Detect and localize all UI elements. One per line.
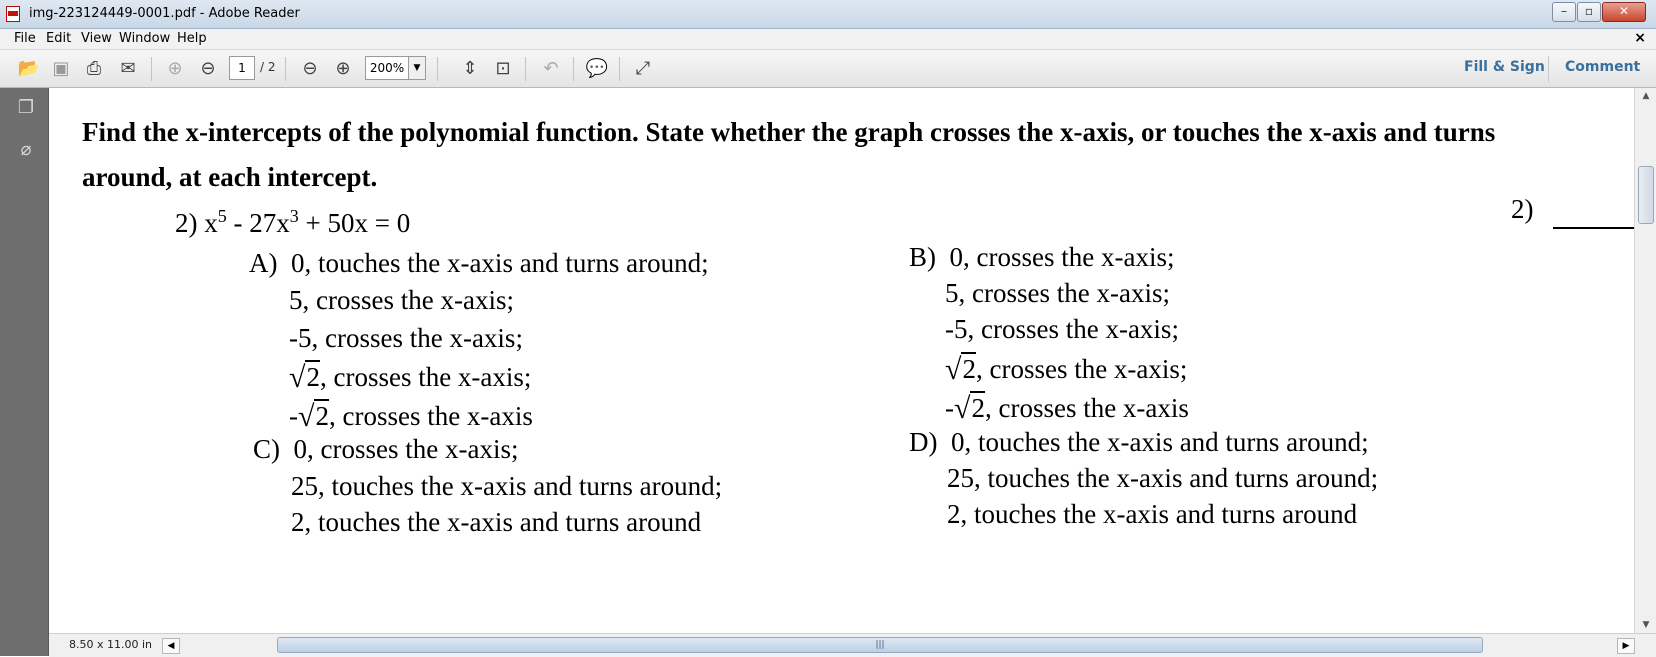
option-a-line-3: -5, crosses the x-axis; <box>289 323 523 353</box>
title-bar <box>0 0 1656 29</box>
option-b-line-5: -√2, crosses the x-axis <box>945 392 1189 425</box>
comment-bubble-icon[interactable]: 💬 <box>585 57 609 79</box>
scroll-right-icon[interactable]: ▶ <box>1617 638 1635 654</box>
option-a-line-1[interactable]: A) 0, touches the x-axis and turns around; <box>249 248 709 278</box>
equation: 2) $x^5 - 27x^3 + 50x = 0$ <box>175 206 411 238</box>
close-window-button[interactable]: ✕ <box>1602 2 1646 22</box>
attachments-icon[interactable]: ⌀ <box>20 139 32 160</box>
sqrt-symbol: √2 <box>298 400 329 433</box>
pages-panel-icon[interactable]: ❐ <box>17 97 35 118</box>
toolbar <box>0 50 1656 88</box>
rotate-icon[interactable]: ↶ <box>543 57 559 79</box>
option-d-line-3: 2, touches the x-axis and turns around <box>947 499 1358 529</box>
zoom-dropdown-icon[interactable]: ▼ <box>408 56 426 80</box>
page-number-input[interactable]: 1 <box>229 56 255 80</box>
menu-help[interactable]: Help <box>177 31 207 46</box>
option-b-line-3: -5, crosses the x-axis; <box>945 314 1179 344</box>
fit-page-icon[interactable]: ⇕ <box>462 57 478 79</box>
page-total: / 2 <box>260 60 276 74</box>
next-page-icon[interactable]: ⊖ <box>200 57 216 79</box>
option-d-line-2: 25, touches the x-axis and turns around; <box>947 463 1379 493</box>
maximize-button[interactable]: ▫ <box>1577 2 1601 22</box>
close-document-icon[interactable]: × <box>1634 30 1646 46</box>
menu-bar <box>0 29 1656 50</box>
answer-blank[interactable] <box>1553 227 1634 229</box>
zoom-input[interactable]: 200% <box>365 56 408 80</box>
print-icon[interactable]: ⎙ <box>86 57 102 79</box>
problem-number-right: 2) <box>1511 194 1534 224</box>
fill-sign-button[interactable]: Fill & Sign <box>1464 59 1545 75</box>
menu-view[interactable]: View <box>81 31 112 46</box>
option-c-line-2: 25, touches the x-axis and turns around; <box>291 471 723 501</box>
vertical-scroll-thumb[interactable] <box>1638 166 1654 224</box>
option-a-line-5: -√2, crosses the x-axis <box>289 400 533 433</box>
scroll-left-icon[interactable]: ◀ <box>162 638 180 654</box>
save-icon[interactable]: ▣ <box>52 57 70 79</box>
window-title: img-223124449-0001.pdf - Adobe Reader <box>29 6 300 21</box>
navigation-panel <box>0 88 49 656</box>
option-d-line-1[interactable]: D) 0, touches the x-axis and turns around; <box>909 427 1369 457</box>
sqrt-symbol: √2 <box>289 361 320 394</box>
option-a-line-4: √2, crosses the x-axis; <box>289 361 532 394</box>
prev-page-icon[interactable]: ⊕ <box>167 57 183 79</box>
option-b-line-2: 5, crosses the x-axis; <box>945 278 1170 308</box>
horizontal-scroll-thumb[interactable]: ||| <box>277 637 1483 653</box>
menu-edit[interactable]: Edit <box>46 31 72 46</box>
vertical-scrollbar[interactable] <box>1634 88 1656 633</box>
adobe-reader-icon <box>6 6 20 22</box>
scroll-up-icon[interactable]: ▲ <box>1642 91 1650 101</box>
page-size-label: 8.50 x 11.00 in <box>69 638 153 651</box>
fit-width-icon[interactable]: ⊡ <box>495 57 511 79</box>
zoom-out-icon[interactable]: ⊖ <box>302 57 318 79</box>
sqrt-symbol: √2 <box>954 392 985 425</box>
zoom-in-icon[interactable]: ⊕ <box>335 57 351 79</box>
email-icon[interactable]: ✉ <box>120 57 136 79</box>
instruction-text: Find the x-intercepts of the polynomial function. State whether the graph crosses the x-axis, or touches the x-axis and turns around, at each intercept. <box>82 117 1496 192</box>
open-icon[interactable]: 📂 <box>17 57 41 79</box>
scroll-down-icon[interactable]: ▼ <box>1642 620 1650 630</box>
menu-window[interactable]: Window <box>119 31 171 46</box>
menu-file[interactable]: File <box>14 31 36 46</box>
document-page <box>49 88 1634 633</box>
option-b-line-4: √2, crosses the x-axis; <box>945 353 1188 386</box>
option-c-line-1[interactable]: C) 0, crosses the x-axis; <box>253 434 519 464</box>
option-a-line-2: 5, crosses the x-axis; <box>289 285 514 315</box>
fullscreen-icon[interactable]: ⤢ <box>635 57 651 79</box>
minimize-button[interactable]: – <box>1552 2 1576 22</box>
comment-button[interactable]: Comment <box>1565 59 1641 75</box>
option-b-line-1[interactable]: B) 0, crosses the x-axis; <box>909 242 1175 272</box>
sqrt-symbol: √2 <box>945 353 976 386</box>
status-bar <box>49 633 1656 657</box>
option-c-line-3: 2, touches the x-axis and turns around <box>291 507 702 537</box>
